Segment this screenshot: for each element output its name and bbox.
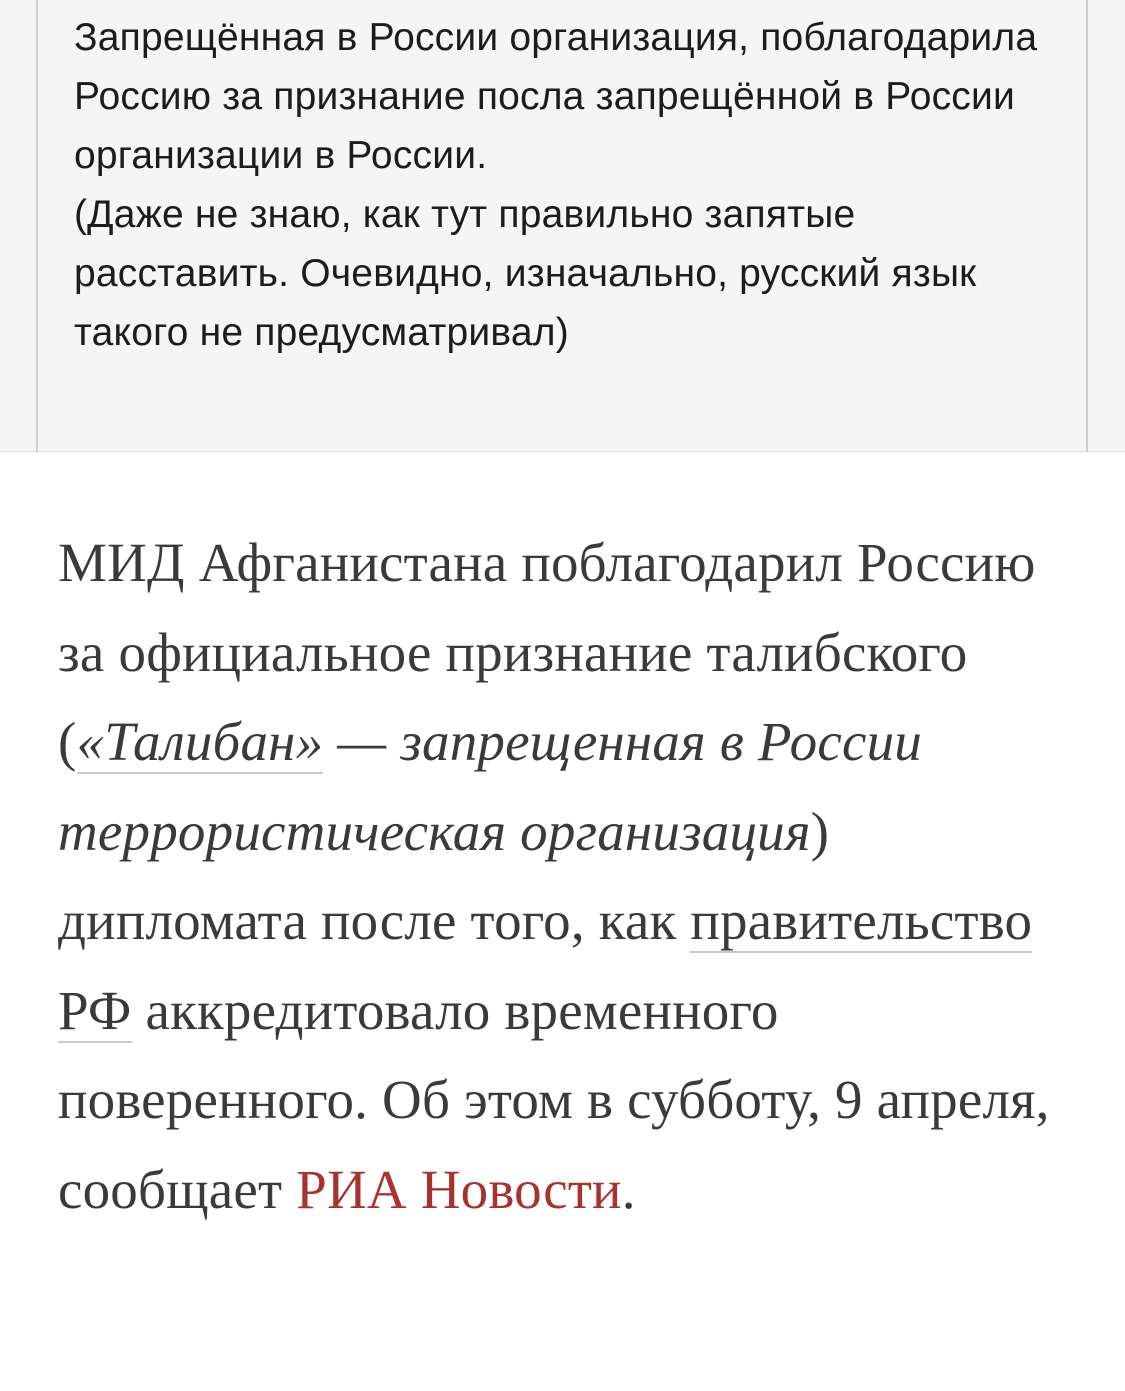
- ban-note: — запрещенная в России террористическая организация: [58, 711, 922, 862]
- quoted-comment-card: [0, 0, 1125, 452]
- article-body: [58, 518, 1088, 1234]
- ria-novosti-link[interactable]: РИА Новости: [296, 1158, 622, 1220]
- taliban-link[interactable]: «Талибан»: [76, 711, 324, 772]
- comment-paragraph: (Даже не знаю, как тут правильно запятые расставить. Очевидно, изначально, русский язык такого не предусматривал): [74, 193, 977, 354]
- article-text: .: [621, 1158, 636, 1220]
- comment-text: [74, 8, 1054, 362]
- comment-right-rule: [1086, 0, 1088, 452]
- article-text: МИД Афганистана поблагодарил Россию за официальное признание талибского (: [58, 532, 1036, 772]
- comment-paragraph: Запрещённая в России организация, поблагодарила Россию за признание посла запрещённой в России организации в России.: [74, 16, 1038, 177]
- article-text: ) дипломата после того, как: [58, 800, 830, 951]
- article-paragraph: [58, 518, 1088, 1234]
- comment-left-rule: [36, 0, 38, 452]
- article-text: аккредитовало временного поверенного. Об этом в субботу, 9 апреля, сообщает: [58, 979, 1050, 1220]
- government-link[interactable]: правительство РФ: [58, 890, 1033, 1041]
